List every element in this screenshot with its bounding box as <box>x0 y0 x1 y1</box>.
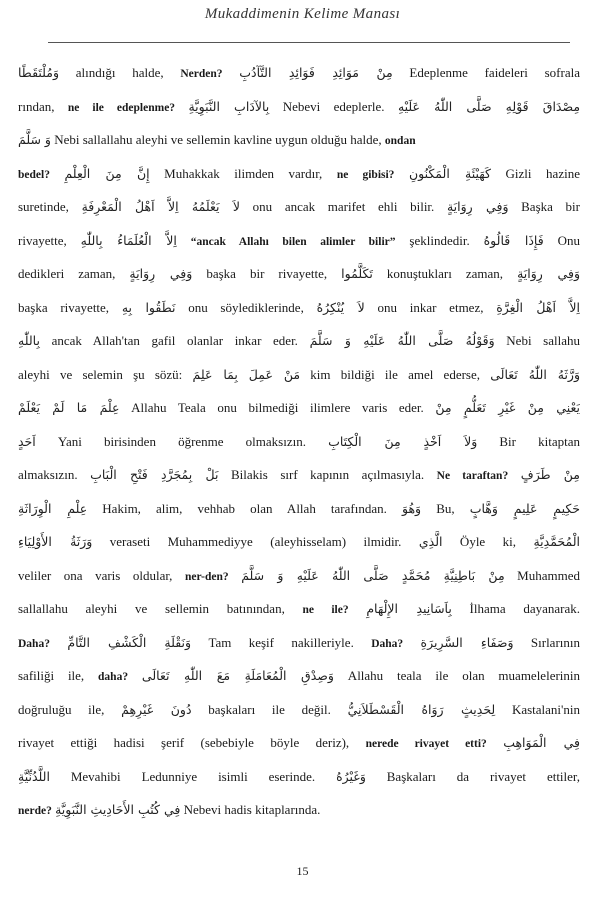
text-line <box>18 56 580 90</box>
text-line <box>18 760 580 794</box>
bold-question: ner-den? <box>184 570 229 583</box>
text-line <box>18 793 580 827</box>
bold-question: ne gibisi? <box>336 168 395 181</box>
bold-question: bedel? <box>18 168 50 181</box>
page-body <box>18 56 580 827</box>
turkish-text <box>229 568 242 583</box>
arabic-phrase: دُونَ غَيْرِهِمْ <box>121 701 192 717</box>
arabic-phrase: فَإِذَا قَالُوهُ <box>483 232 544 248</box>
turkish-text: Bu, <box>421 500 470 516</box>
turkish-text <box>394 166 409 181</box>
arabic-phrase: مِصْدَاقَ قَوْلِهِ صَلَّى اللّٰهُ عَلَيْهِ <box>397 98 580 114</box>
arabic-phrase: فِي الْمَوَاهِبِ <box>503 735 580 750</box>
turkish-text <box>50 166 65 181</box>
text-line <box>18 257 580 291</box>
arabic-phrase: وَمُلْتَقَطًا <box>18 65 60 80</box>
turkish-text: Nebevi edeplerle. <box>269 98 398 114</box>
arabic-phrase: عِلْمِ الْوِرَاثَةِ <box>18 500 88 516</box>
text-line <box>18 90 580 124</box>
turkish-text: Bilakis sırf kapının açılmasıyla. <box>218 467 437 482</box>
arabic-phrase: وَ سَلَّمَ <box>18 132 51 147</box>
arabic-phrase: كَهَيْئَةِ الْمَكْنُونِ <box>408 165 491 181</box>
turkish-text: Allahu Teala onu bilmediği ilimlere varis eder. <box>119 400 436 415</box>
bold-question: ne ile edeplenme? <box>67 101 176 114</box>
turkish-text: onu inkar etmez, <box>364 299 497 315</box>
page-number: 15 <box>296 864 309 878</box>
arabic-phrase: مِنْ مَوَائِدِ فَوَائِدِ التَّآدُبِ <box>239 65 393 80</box>
bold-question: ondan <box>384 135 416 147</box>
arabic-phrase: مَنْ عَمِلَ بِمَا عَلِمَ <box>192 366 301 382</box>
turkish-text: Yani birisinden öğrenme olmaksızın. <box>35 433 329 449</box>
turkish-text: başkaları ile değil. <box>191 701 348 717</box>
arabic-phrase: تَكَلَّمُوا <box>341 266 373 281</box>
arabic-phrase: مِنْ بَاطِنِيَّةِ مُحَمَّدٍ صَلَّى اللّٰهُ عَلَيْهِ وَ سَلَّمَ <box>241 567 505 583</box>
turkish-text: Nebevi hadis kitaplarında. <box>180 802 321 817</box>
turkish-text: Gizli hazine <box>491 165 580 181</box>
text-line <box>18 224 580 258</box>
arabic-phrase: يَعْنِي مِنْ غَيْرِ تَعَلُّمٍ مِنْ <box>435 400 580 415</box>
text-line <box>18 659 580 693</box>
arabic-phrase: فِي كُتُبِ الأَحَادِيثِ النَّبَوِيَّةِ <box>55 802 181 817</box>
turkish-text: Başka bir <box>508 199 580 214</box>
bold-question: ne ile? <box>302 604 349 616</box>
turkish-text: Allahu teala ile olan muamelelerinin <box>333 668 580 683</box>
arabic-phrase: وَفِي رِوَايَةٍ <box>129 266 193 281</box>
arabic-phrase: بِالآدَابِ النَّبَوِيَّةِ <box>188 98 270 114</box>
text-line <box>18 592 580 626</box>
text-line <box>18 726 580 760</box>
turkish-text: sallallahu aleyhi ve sellemin batınından, <box>18 601 303 616</box>
text-line <box>18 693 580 727</box>
arabic-phrase: إِنَّ مِنَ الْعِلْمِ <box>64 165 150 181</box>
text-line <box>18 391 580 425</box>
arabic-phrase: وَلاَ اَخْذٍ مِنَ الْكِتَابِ <box>328 433 478 449</box>
turkish-text: Edeplenme faideleri sofrala <box>392 65 580 80</box>
bold-question: nerde? <box>18 805 52 817</box>
turkish-text: kim bildiği ile amel ederse, <box>300 366 491 382</box>
turkish-text: Mevahibi Ledunniye isimli eserinde. <box>49 768 337 784</box>
text-line <box>18 157 580 191</box>
turkish-text <box>50 635 67 650</box>
arabic-phrase: وَصَفَاءِ السَّرِيرَةِ <box>420 634 514 650</box>
arabic-phrase: نَطَقُوا بِهِ <box>121 299 176 315</box>
arabic-phrase: بَلْ بِمُجَرَّدِ فَتْحِ الْبَابِ <box>90 467 219 482</box>
bold-question: Daha? <box>371 637 404 650</box>
arabic-phrase: لِحَدِيثٍ رَوَاهُ الْقَسْطَلاَنِيُّ <box>347 701 496 717</box>
turkish-text: alındığı halde, <box>59 65 181 80</box>
turkish-text <box>177 233 191 248</box>
turkish-text <box>487 735 503 750</box>
turkish-text: ancak Allah'tan gafil olanlar inkar eder. <box>39 333 310 348</box>
text-line <box>18 492 580 526</box>
turkish-text: doğruluğu ile, <box>18 701 122 717</box>
turkish-text: başka bir rivayette, <box>192 266 342 281</box>
arabic-phrase: لاَ يَعْلَمُهُ اِلاَّ اَهْلُ الْمَعْرِفَةِ <box>81 199 241 214</box>
turkish-text: Başkaları da rivayet ettiler, <box>365 768 580 784</box>
turkish-text: Onu <box>543 232 580 248</box>
turkish-text: rivayet ettiği hadisi şerif (sebebiyle böyle deriz), <box>18 735 366 750</box>
turkish-text <box>223 65 240 80</box>
arabic-phrase: وَغَيْرُهُ <box>336 768 366 784</box>
turkish-text: onu ancak marifet ehli bilir. <box>240 199 447 214</box>
arabic-phrase: بِاَسَانِيدِ الإِلْهَامِ <box>366 601 452 616</box>
turkish-text: veraseti Muhammediyye (aleyhisselam) ilmidir. <box>92 534 419 549</box>
turkish-text: şeklindedir. <box>395 232 484 248</box>
turkish-text <box>175 99 188 114</box>
bold-question: “ancak Allahı bilen alimler bilir” <box>190 235 396 248</box>
arabic-phrase: وَرَثَةُ الأَوْلِيَاءِ <box>18 534 93 549</box>
arabic-phrase: حَكِيمٍ عَلِيمٍ وَهَّابٍ <box>469 500 580 516</box>
text-line <box>18 291 580 325</box>
bold-question: Ne taraftan? <box>436 470 509 482</box>
arabic-phrase: لاَ يُنْكِرُهُ <box>316 299 365 315</box>
turkish-text <box>128 668 142 683</box>
turkish-text: dedikleri zaman, <box>18 266 130 281</box>
text-line <box>18 123 580 157</box>
text-line <box>18 458 580 492</box>
turkish-text: Bir kitaptan <box>477 433 580 449</box>
arabic-phrase: وَفِي رِوَايَةٍ <box>517 266 580 281</box>
turkish-text: Hakim, alim, vehhab olan Allah tarafından. <box>87 500 402 516</box>
turkish-text <box>403 635 420 650</box>
text-line <box>18 324 580 358</box>
arabic-phrase: وَهُوَ <box>401 500 422 516</box>
header-rule <box>48 42 570 43</box>
turkish-text: Tam keşif nakilleriyle. <box>191 634 372 650</box>
turkish-text: Nebi sallallahu aleyhi ve sellemin kavline uygun olduğu halde, <box>50 132 385 147</box>
turkish-text: aleyhi ve selemin şu sözü: <box>18 366 193 382</box>
bold-question: daha? <box>98 671 129 683</box>
text-line <box>18 358 580 392</box>
text-line <box>18 525 580 559</box>
arabic-phrase: وَصِدْقِ الْمُعَامَلَةِ مَعَ اللّٰهِ تَعَالَى <box>141 668 334 683</box>
text-line <box>18 425 580 459</box>
turkish-text <box>508 467 521 482</box>
turkish-text: Kastalani'nin <box>495 701 580 717</box>
turkish-text: Muhakkak ilimden vardır, <box>149 165 337 181</box>
turkish-text: başka rivayette, <box>18 299 122 315</box>
bold-question: nerede rivayet etti? <box>365 738 487 750</box>
turkish-text: İlhama dayanarak. <box>451 601 580 616</box>
turkish-text: safiliği ile, <box>18 668 99 683</box>
turkish-text: rından, <box>18 98 68 114</box>
bold-question: Nerden? <box>180 68 223 80</box>
turkish-text: Nebi sallahu <box>494 333 580 348</box>
page-header: Mukaddimenin Kelime Manası <box>204 6 401 22</box>
text-line <box>18 559 580 593</box>
arabic-phrase: بِاللّٰهِ <box>18 333 40 348</box>
arabic-phrase: وَنَقْلَةِ الْكَشْفِ التَّامِّ <box>67 634 192 650</box>
turkish-text: suretinde, <box>18 199 82 214</box>
arabic-phrase: وَرَّثَهُ اللّٰهُ تَعَالَى <box>490 366 580 382</box>
arabic-phrase: عِلْمَ مَا لَمْ يَعْلَمْ <box>18 400 120 415</box>
arabic-phrase: اِلاَّ الْعُلَمَاءُ بِاللّٰهِ <box>80 232 177 248</box>
turkish-text: Öyle ki, <box>442 534 534 549</box>
turkish-text: Sırlarının <box>513 634 580 650</box>
bold-question: Daha? <box>18 637 50 650</box>
text-line <box>18 190 580 224</box>
turkish-text <box>349 601 367 616</box>
arabic-phrase: مِنْ طَرَفٍ <box>520 467 580 482</box>
arabic-phrase: اِلاَّ اَهْلُ الْغِرَّةِ <box>496 299 580 315</box>
arabic-phrase: وَفِي رِوَايَةٍ <box>446 199 509 214</box>
arabic-phrase: الَّذِي <box>418 534 443 549</box>
turkish-text: onu söylediklerinde, <box>175 299 317 315</box>
turkish-text: rivayette, <box>18 232 81 248</box>
arabic-phrase: اَحَدٍ <box>18 433 36 449</box>
arabic-phrase: اللَّدُنِّيَّةِ <box>18 768 50 784</box>
turkish-text: konuştukları zaman, <box>372 266 518 281</box>
arabic-phrase: وَقَوْلُهُ صَلَّى اللّٰهُ عَلَيْهِ وَ سَلَّمَ <box>309 333 495 348</box>
arabic-phrase: الْمُحَمَّدِيَّةِ <box>533 534 580 549</box>
turkish-text: Muhammed <box>504 567 580 583</box>
turkish-text: almaksızın. <box>18 467 91 482</box>
turkish-text: veliler ona varis oldular, <box>18 567 185 583</box>
text-line <box>18 626 580 660</box>
